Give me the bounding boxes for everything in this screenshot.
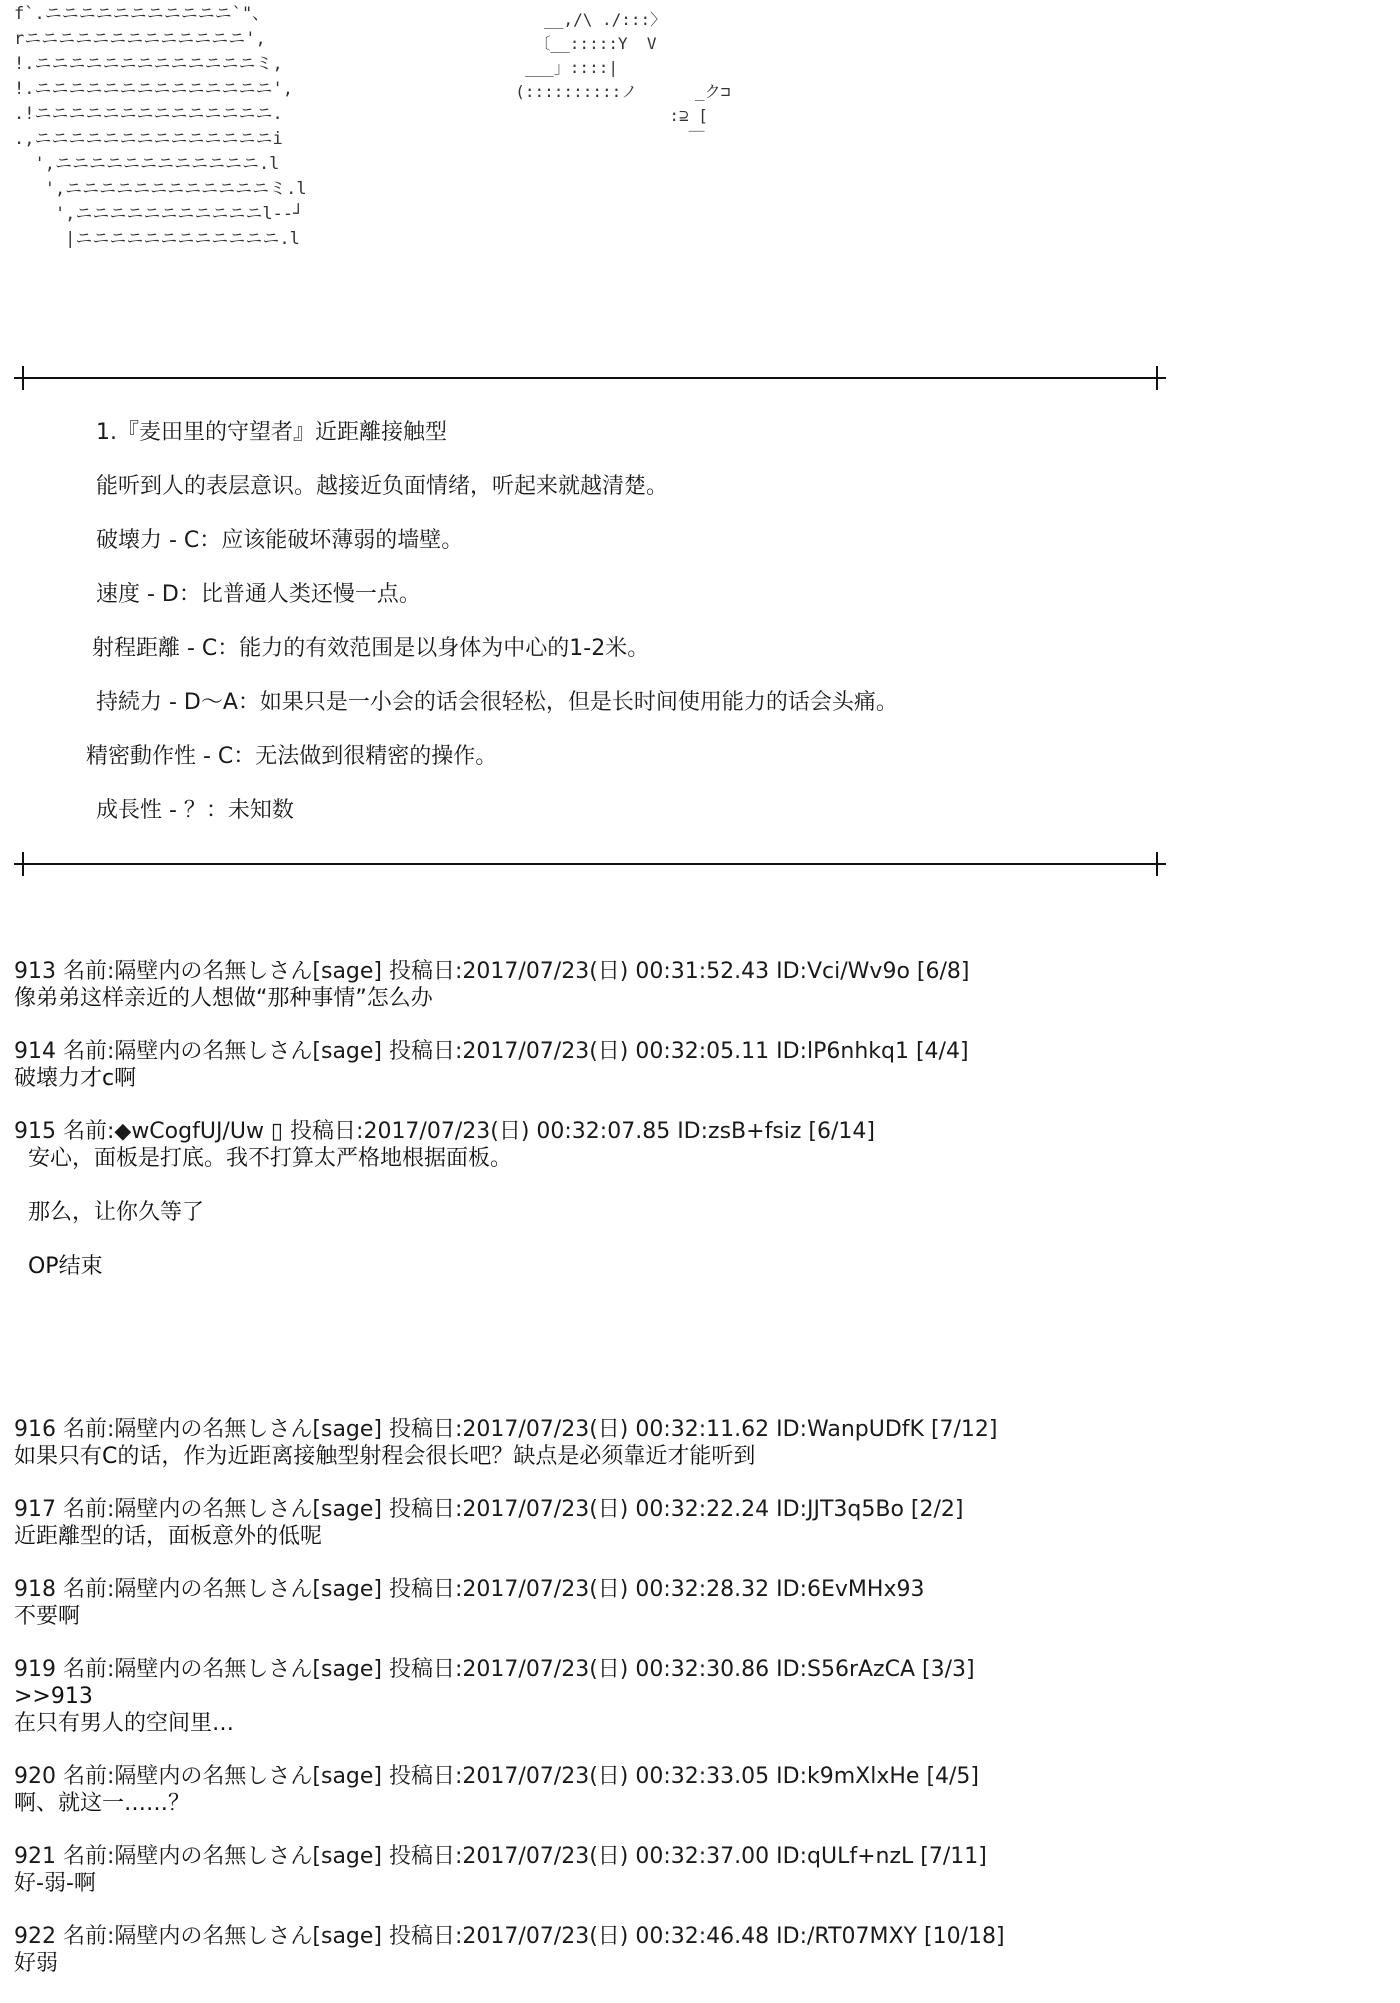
- post-body: 近距離型的话，面板意外的低呢: [14, 1524, 323, 1549]
- post-body: >>913 在只有男人的空间里…: [14, 1684, 235, 1736]
- stand-range: 射程距離 - C：能力的有效范围是以身体为中心的1-2米。: [92, 636, 650, 661]
- post-header: 916 名前:隔壁内の名無しさん[sage] 投稿日:2017/07/23(日) 00:32:11.62 ID:WanpUDfK [7/12]: [14, 1417, 998, 1442]
- divider-bottom: [14, 852, 1166, 876]
- post-header: 913 名前:隔壁内の名無しさん[sage] 投稿日:2017/07/23(日) 00:31:52.43 ID:Vci/Wv9o [6/8]: [14, 959, 970, 984]
- post-914: [14, 1038, 1384, 1092]
- post-header: 921 名前:隔壁内の名無しさん[sage] 投稿日:2017/07/23(日) 00:32:37.00 ID:qULf+nzL [7/11]: [14, 1844, 987, 1869]
- post-body: 像弟弟这样亲近的人想做“那种事情”怎么办: [14, 986, 433, 1011]
- post-header: 922 名前:隔壁内の名無しさん[sage] 投稿日:2017/07/23(日) 00:32:46.48 ID:/RT07MXY [10/18]: [14, 1924, 1005, 1949]
- stand-durability: 持続力 - D～A：如果只是一小会的话会很轻松，但是长时间使用能力的话会头痛。: [96, 690, 898, 715]
- post-913: [14, 958, 1384, 1012]
- stand-precision: 精密動作性 - C：无法做到很精密的操作。: [86, 744, 498, 769]
- post-body: 破壊力才c啊: [14, 1066, 137, 1091]
- post-916: [14, 1416, 1384, 1470]
- ascii-art-right: __,/\ ./:::〉 〔__:::::Y V ___」::::| (::::::::::ノ _ク⊐ :⊇ [ ￣: [515, 10, 731, 149]
- post-list: [14, 958, 1384, 2003]
- stand-ability: 能听到人的表层意识。越接近负面情绪，听起来就越清楚。: [96, 474, 669, 499]
- post-body: 好弱: [14, 1951, 59, 1976]
- ascii-art-left: f`.ニニニニニニニニニニニ`"、 rニニニニニニニニニニニニニ', !.ニニニニニニニニニニニニニミ, !.ニニニニニニニニニニニニニニ', .!ニニニニニニニニニニニニニニ. .,ニニニニニニニニニニニニニニi ',ニニニニニニニニニニニニ.l ',ニニニニニニニニニニニニミ.l ',ニニニニニニニニニニニl--┘ |ニニニニニニニニニニニニ.l: [14, 4, 307, 249]
- spacer: [14, 1306, 1384, 1416]
- post-header: 918 名前:隔壁内の名無しさん[sage] 投稿日:2017/07/23(日) 00:32:28.32 ID:6EvMHx93: [14, 1577, 925, 1602]
- stand-speed: 速度 - D：比普通人类还慢一点。: [96, 582, 421, 607]
- stand-power: 破壊力 - C：应该能破坏薄弱的墙壁。: [96, 528, 464, 553]
- stand-title: 1.『麦田里的守望者』近距離接触型: [96, 420, 447, 445]
- post-915: [14, 1118, 1384, 1280]
- post-918: [14, 1576, 1384, 1630]
- post-header: 915 名前:◆wCogfUJ/Uw ▯ 投稿日:2017/07/23(日) 00:32:07.85 ID:zsB+fsiz [6/14]: [14, 1119, 875, 1144]
- post-922: [14, 1923, 1384, 1977]
- post-header: 919 名前:隔壁内の名無しさん[sage] 投稿日:2017/07/23(日) 00:32:30.86 ID:S56rAzCA [3/3]: [14, 1657, 975, 1682]
- post-body: 啊、就这一……？: [14, 1791, 191, 1816]
- post-920: [14, 1763, 1384, 1817]
- post-body: 如果只有C的话，作为近距离接触型射程会很长吧？缺点是必须靠近才能听到: [14, 1444, 756, 1469]
- post-body: 不要啊: [14, 1604, 81, 1629]
- post-body: 安心，面板是打底。我不打算太严格地根据面板。 那么，让你久等了 OP结束: [27, 1146, 512, 1279]
- post-917: [14, 1496, 1384, 1550]
- post-body: 好-弱-啊: [14, 1871, 96, 1896]
- post-919: [14, 1656, 1384, 1737]
- post-header: 917 名前:隔壁内の名無しさん[sage] 投稿日:2017/07/23(日) 00:32:22.24 ID:JJT3q5Bo [2/2]: [14, 1497, 964, 1522]
- post-header: 914 名前:隔壁内の名無しさん[sage] 投稿日:2017/07/23(日) 00:32:05.11 ID:lP6nhkq1 [4/4]: [14, 1039, 969, 1064]
- stand-potential: 成長性 - ？：未知数: [96, 798, 294, 823]
- post-921: [14, 1843, 1384, 1897]
- divider-top: [14, 366, 1166, 390]
- post-header: 920 名前:隔壁内の名無しさん[sage] 投稿日:2017/07/23(日) 00:32:33.05 ID:k9mXlxHe [4/5]: [14, 1764, 980, 1789]
